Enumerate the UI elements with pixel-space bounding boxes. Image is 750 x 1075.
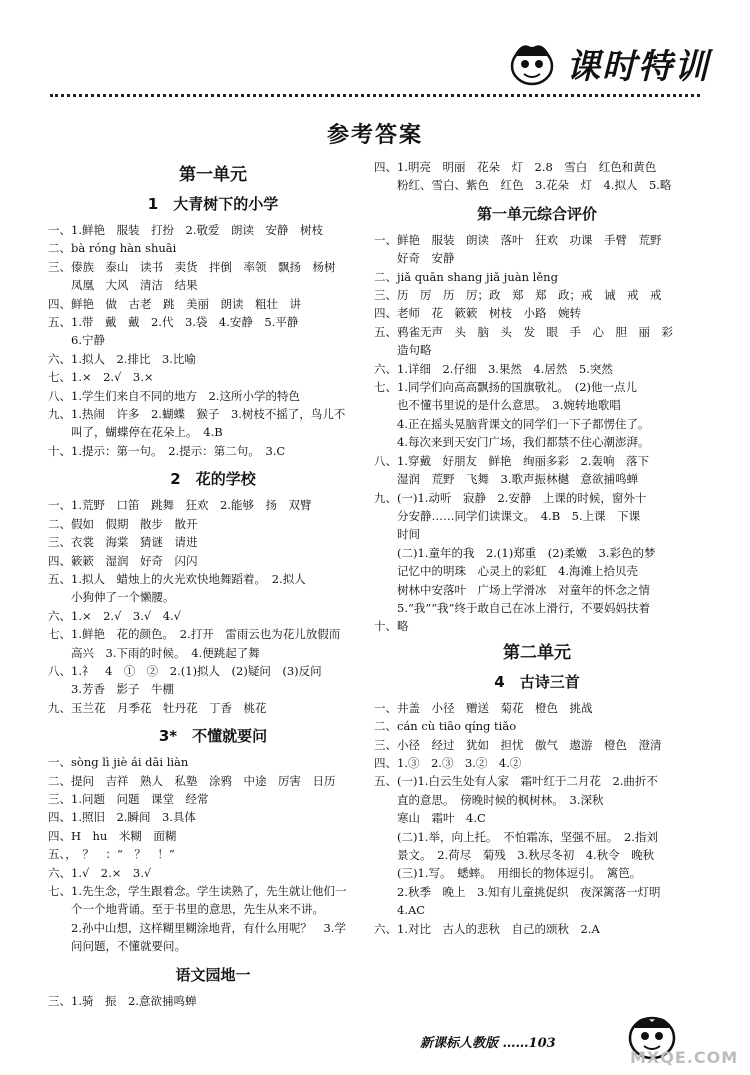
answer-line: 七、1.先生念，学生跟着念。学生读熟了，先生就让他们一: [48, 884, 347, 898]
answer-line: 八、1.穿戴 好朋友 鲜艳 绚丽多彩 2.轰响 落下: [374, 453, 649, 468]
answer-line: 一、1.鲜艳 服装 打扮 2.敬爱 朗读 安静 树枝: [48, 223, 323, 237]
answer-line: 四、老师 花 簌簌 树枝 小路 婉转: [374, 306, 581, 321]
answer-line: 三、1.问题 问题 课堂 经常: [48, 791, 209, 806]
answer-line: 二、提问 吉祥 熟人 私塾 涂鸦 中途 厉害 日历: [48, 773, 336, 788]
answer-line: 粉红、雪白、紫色 红色 3.花朵 灯 4.拟人 5.略: [374, 178, 672, 193]
answer-line: 叫了，蝴蝶停在花朵上。 4.B: [48, 425, 223, 440]
answer-line: 一、sòng lì jiè ái dāi liàn: [48, 755, 189, 770]
answer-line: (二)1.童年的我 2.(1)郑重 (2)柔嫩 3.彩色的梦: [374, 545, 656, 560]
answer-line: 四、1.③ 2.③ 3.② 4.②: [374, 755, 522, 770]
answer-line: 五、1.带 戴 戴 2.代 3.袋 4.安静 5.平静: [48, 315, 299, 330]
answer-line: 一、1.荒野 口笛 跳舞 狂欢 2.能够 扬 双臂: [48, 498, 312, 513]
header-divider: [50, 94, 700, 97]
answer-line: 二、jiǎ quān shang jiǎ juàn lěng: [374, 269, 558, 284]
answer-line: 一、鲜艳 服装 朗读 落叶 狂欢 功课 手臂 荒野: [374, 232, 662, 247]
unit-title: 第二单元: [503, 642, 571, 663]
answer-line: 直的意思。 傍晚时候的枫树林。 3.深秋: [374, 792, 604, 807]
answer-line: 记忆中的明珠 心灵上的彩虹 4.海滩上拾贝壳: [374, 564, 638, 579]
answer-line: 三、衣裳 海棠 猜谜 请进: [48, 535, 198, 550]
answer-line: 五、(一)1.白云生处有人家 霜叶红于二月花 2.曲折不: [374, 774, 658, 789]
answer-line: 5.“我”“我”终于敢自己在冰上滑行，不要妈妈扶着: [374, 600, 650, 615]
answer-line: 三、历 厉 历 厉；政 郑 郑 政；戒 诫 戒 戒: [374, 288, 662, 303]
answer-line: 造句略: [374, 343, 432, 358]
answer-line: 寒山 霜叶 4.C: [374, 811, 486, 826]
answer-line: 十、1.提示：第一句。 2.提示：第二句。 3.C: [48, 443, 286, 458]
footer: [420, 1032, 556, 1051]
brand-title: 课时特训: [566, 46, 710, 87]
mascot-icon: [504, 38, 560, 88]
answer-line: 四、H hu 米糊 面糊: [48, 828, 177, 843]
answer-line: 问问题，不懂就要问。: [48, 939, 186, 954]
answer-line: 二、cán cù tiāo qíng tiǎo: [374, 719, 517, 734]
answer-line: 三、傣族 泰山 读书 卖货 拌倒 率领 飘扬 杨树: [48, 259, 336, 274]
answer-line: 六、1.拟人 2.排比 3.比喻: [48, 351, 196, 366]
answer-line: 三、小径 经过 犹如 担忧 傲气 遨游 橙色 澄清: [374, 737, 662, 752]
answer-line: 分安静……同学们读课文。 4.B 5.上课 下课: [374, 508, 641, 523]
right-column: [374, 158, 700, 938]
answer-line: 六、1.对比 古人的悲秋 自己的颂秋 2.A: [374, 921, 600, 936]
answer-line: 三、1.骑 振 2.意欲捕鸣蝉: [48, 993, 197, 1008]
answer-line: 四、1.明亮 明丽 花朵 灯 2.8 雪白 红色和黄色: [374, 160, 657, 174]
answer-line: 时间: [374, 527, 420, 542]
answer-line: 十、略: [374, 619, 409, 634]
answer-line: 好奇 安静: [374, 251, 455, 266]
lesson-title: 3* 不懂就要问: [158, 727, 268, 746]
answer-line: 四、簌簌 湿润 好奇 闪闪: [48, 553, 198, 568]
answer-line: 四、1.照旧 2.瞬间 3.具体: [48, 810, 196, 825]
answer-line: 3.芳香 影子 牛棚: [48, 682, 174, 697]
answer-line: 八、1.学生们来自不同的地方 2.这所小学的特色: [48, 388, 300, 403]
page-title: 参考答案: [326, 123, 423, 148]
answer-line: 八、1.礻 4 ① ② 2.(1)拟人 (2)疑问 (3)反问: [48, 663, 322, 678]
answer-line: 六、1.× 2.√ 3.√ 4.√: [48, 608, 182, 623]
answer-line: 也不懂书里说的是什么意思。 3.婉转地歌唱: [374, 398, 621, 413]
answer-line: 小狗伸了一个懒腰。: [48, 590, 175, 605]
page-number: ……103: [502, 1036, 556, 1051]
answer-line: (三)1.写。 蟋蟀。 用细长的物体逗引。 篱笆。: [374, 866, 642, 881]
answer-line: 四、鲜艳 做 古老 跳 美丽 朗读 粗壮 讲: [48, 296, 301, 311]
footer-edition: 新课标人教版: [420, 1036, 499, 1051]
header-brand: [504, 38, 710, 88]
left-column: [48, 158, 378, 1010]
lesson-title: 1 大青树下的小学: [147, 195, 279, 213]
lesson-title: 4 古诗三首: [494, 672, 580, 691]
answer-line: 4.AC: [374, 903, 426, 918]
watermark: MXQE.COM: [630, 1048, 739, 1067]
answer-line: 五、鸦雀无声 头 脑 头 发 眼 手 心 胆 丽 彩: [374, 324, 673, 339]
answer-line: (二)1.举，向上托。 不怕霜冻，坚强不屈。 2.指刘: [374, 829, 658, 844]
answer-line: 2.孙中山想，这样糊里糊涂地背，有什么用呢？ 3.学: [48, 920, 346, 935]
unit-title: 第一单元: [179, 165, 247, 185]
answer-line: 高兴 3.下雨的时候。 4.便跳起了舞: [48, 645, 260, 660]
lesson-title: 第一单元综合评价: [476, 204, 597, 223]
answer-line: 4.正在摇头晃脑背课文的同学们一下子都愣住了。: [374, 416, 650, 431]
answer-line: 六、1.√ 2.× 3.√: [48, 865, 152, 880]
answer-line: 4.每次来到天安门广场，我们都禁不住心潮澎湃。: [374, 435, 650, 450]
answer-line: 七、1.同学们向高高飘扬的国旗敬礼。 (2)他一点儿: [374, 380, 638, 395]
answer-line: 二、假如 假期 散步 散开: [48, 516, 198, 531]
answer-line: 六、1.详细 2.仔细 3.果然 4.居然 5.突然: [374, 361, 613, 376]
answer-line: 七、1.× 2.√ 3.×: [48, 370, 154, 385]
answer-line: 九、(一)1.动听 寂静 2.安静 上课的时候，窗外十: [374, 490, 647, 505]
answer-line: 九、玉兰花 月季花 牡丹花 丁香 桃花: [48, 700, 267, 715]
answer-line: 湿润 荒野 飞舞 3.歌声振林樾 意欲捕鸣蝉: [374, 472, 638, 487]
answer-line: 一、井盖 小径 赠送 菊花 橙色 挑战: [374, 700, 593, 715]
answer-line: 树林中安落叶 广场上学滑冰 对童年的怀念之情: [374, 582, 650, 597]
answer-line: 二、bà róng hàn shuāi: [48, 241, 177, 256]
answer-line: 景文。 2.荷尽 菊残 3.秋尽冬初 4.秋令 晚秋: [374, 848, 655, 862]
answer-line: 五、1.拟人 蜡烛上的火光欢快地舞蹈着。 2.拟人: [48, 571, 306, 586]
answer-line: 凤凰 大风 清洁 结果: [48, 278, 198, 293]
answer-line: 6.宁静: [48, 333, 105, 348]
answer-line: 九、1.热闹 许多 2.蝴蝶 猴子 3.树枝不摇了，鸟儿不: [48, 407, 346, 422]
answer-line: 五、， ？ ：“ ？ ！”: [48, 847, 175, 862]
answer-line: 个一个地背诵。至于书里的意思，先生从来不讲。: [48, 902, 324, 917]
lesson-title: 2 花的学校: [170, 470, 256, 489]
lesson-title: 语文园地一: [175, 965, 251, 984]
answer-line: 七、1.鲜艳 花的颜色。 2.打开 雷雨云也为花儿放假而: [48, 627, 341, 642]
answer-line: 2.秋季 晚上 3.知有儿童挑促织 夜深篱落一灯明: [374, 884, 661, 899]
